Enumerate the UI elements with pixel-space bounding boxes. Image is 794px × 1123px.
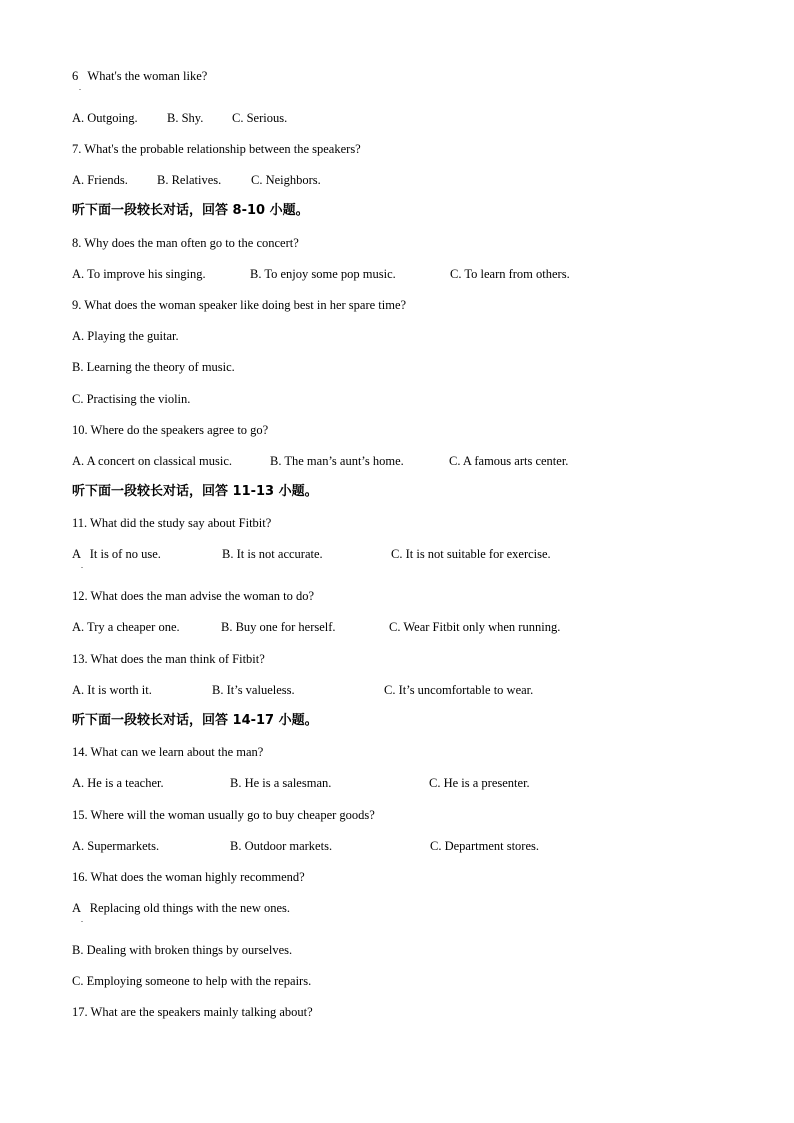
question-16-option-b: B. Dealing with broken things by ourselves. <box>72 943 293 957</box>
question-10-stem: 10. Where do the speakers agree to go? <box>72 423 269 437</box>
question-15-option-b: B. Outdoor markets. <box>230 839 333 853</box>
question-13-option-a: A. It is worth it. <box>72 683 152 697</box>
question-11-option-a: A It is of no use. <box>72 547 161 561</box>
question-11-option-c: C. It is not suitable for exercise. <box>391 547 551 561</box>
question-12-option-b: B. Buy one for herself. <box>221 620 336 634</box>
question-8-option-c: C. To learn from others. <box>450 267 570 281</box>
question-11-stem: 11. What did the study say about Fitbit? <box>72 516 272 530</box>
question-15-option-c: C. Department stores. <box>430 839 540 853</box>
question-11-option-b: B. It is not accurate. <box>222 547 323 561</box>
question-7-option-c: C. Neighbors. <box>251 173 321 187</box>
question-10-option-b: B. The man’s aunt’s home. <box>270 454 404 468</box>
question-6-stem: 6 What's the woman like? <box>72 69 208 83</box>
question-6-option-b: B. Shy. <box>167 111 204 125</box>
question-9-stem: 9. What does the woman speaker like doing best in her spare time? <box>72 298 407 312</box>
question-15-stem: 15. Where will the woman usually go to buy cheaper goods? <box>72 808 375 822</box>
question-14-option-c: C. He is a presenter. <box>429 776 530 790</box>
question-7-option-b: B. Relatives. <box>157 173 222 187</box>
question-8-option-a: A. To improve his singing. <box>72 267 206 281</box>
question-6-option-c: C. Serious. <box>232 111 288 125</box>
question-16-option-c: C. Employing someone to help with the repairs. <box>72 974 312 988</box>
section-heading-8-10: 听下面一段较长对话，回答 8-10 小题。 <box>72 203 309 218</box>
question-9-option-c: C. Practising the violin. <box>72 392 191 406</box>
question-13-stem: 13. What does the man think of Fitbit? <box>72 652 265 666</box>
question-9-option-a: A. Playing the guitar. <box>72 329 179 343</box>
question-14-option-a: A. He is a teacher. <box>72 776 164 790</box>
question-17-stem: 17. What are the speakers mainly talking about? <box>72 1005 313 1019</box>
section-heading-14-17: 听下面一段较长对话，回答 14-17 小题。 <box>72 713 318 728</box>
question-12-option-a: A. Try a cheaper one. <box>72 620 180 634</box>
question-10-option-a: A. A concert on classical music. <box>72 454 233 468</box>
question-16-stem: 16. What does the woman highly recommend? <box>72 870 305 884</box>
stray-dot-mark: . <box>79 83 81 92</box>
stray-dot-mark: . <box>81 561 83 570</box>
question-6-option-a: A. Outgoing. <box>72 111 138 125</box>
question-9-option-b: B. Learning the theory of music. <box>72 360 235 374</box>
question-14-stem: 14. What can we learn about the man? <box>72 745 264 759</box>
question-15-option-a: A. Supermarkets. <box>72 839 160 853</box>
question-7-stem: 7. What's the probable relationship between the speakers? <box>72 142 361 156</box>
question-16-option-a: A Replacing old things with the new ones. <box>72 901 291 915</box>
question-13-option-c: C. It’s uncomfortable to wear. <box>384 683 534 697</box>
section-heading-11-13: 听下面一段较长对话，回答 11-13 小题。 <box>72 484 318 499</box>
question-8-option-b: B. To enjoy some pop music. <box>250 267 396 281</box>
stray-dot-mark: . <box>81 915 83 924</box>
question-13-option-b: B. It’s valueless. <box>212 683 295 697</box>
question-7-option-a: A. Friends. <box>72 173 128 187</box>
question-10-option-c: C. A famous arts center. <box>449 454 569 468</box>
question-12-option-c: C. Wear Fitbit only when running. <box>389 620 561 634</box>
question-12-stem: 12. What does the man advise the woman to do? <box>72 589 315 603</box>
question-8-stem: 8. Why does the man often go to the concert? <box>72 236 299 250</box>
question-14-option-b: B. He is a salesman. <box>230 776 332 790</box>
